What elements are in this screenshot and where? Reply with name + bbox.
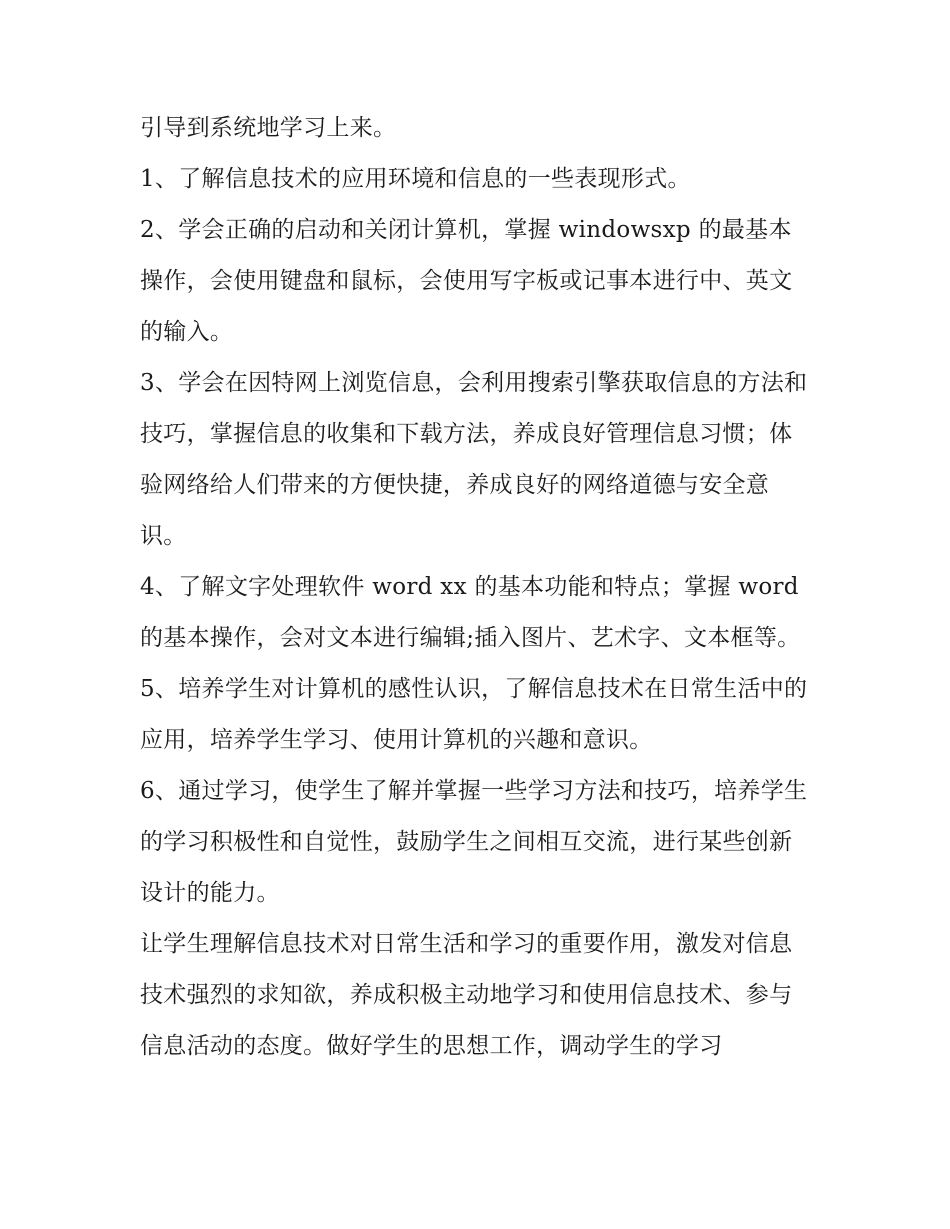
paragraph-goals: 让学生理解信息技术对日常生活和学习的重要作用，激发对信息技术强烈的求知欲，养成积极主动地学习和使用信息技术、参与信息活动的态度。做好学生的思想工作，调动学生的学习 — [140, 931, 793, 1059]
paragraph-intro-continuation: 引导到系统地学习上来。 — [140, 115, 397, 141]
paragraph-item-6: 6、通过学习，使学生了解并掌握一些学习方法和技巧，培养学生的学习积极性和自觉性，鼓励学生之间相互交流，进行某些创新设计的能力。 — [140, 778, 808, 906]
paragraph-item-1: 1、了解信息技术的应用环境和信息的一些表现形式。 — [140, 166, 691, 192]
document-body — [140, 103, 812, 1072]
paragraph-item-4: 4、了解文字处理软件 word xx 的基本功能和特点；掌握 word 的基本操作，会对文本进行编辑;插入图片、艺术字、文本框等。 — [140, 574, 801, 651]
paragraph-item-3: 3、学会在因特网上浏览信息，会利用搜索引擎获取信息的方法和技巧，掌握信息的收集和下载方法，养成良好管理信息习惯；体验网络给人们带来的方便快捷，养成良好的网络道德与安全意识。 — [140, 370, 808, 549]
paragraph-item-2: 2、学会正确的启动和关闭计算机，掌握 windowsxp 的最基本操作，会使用键盘和鼠标，会使用写字板或记事本进行中、英文的输入。 — [140, 217, 793, 345]
paragraph-item-5: 5、培养学生对计算机的感性认识，了解信息技术在日常生活中的应用，培养学生学习、使用计算机的兴趣和意识。 — [140, 676, 808, 753]
